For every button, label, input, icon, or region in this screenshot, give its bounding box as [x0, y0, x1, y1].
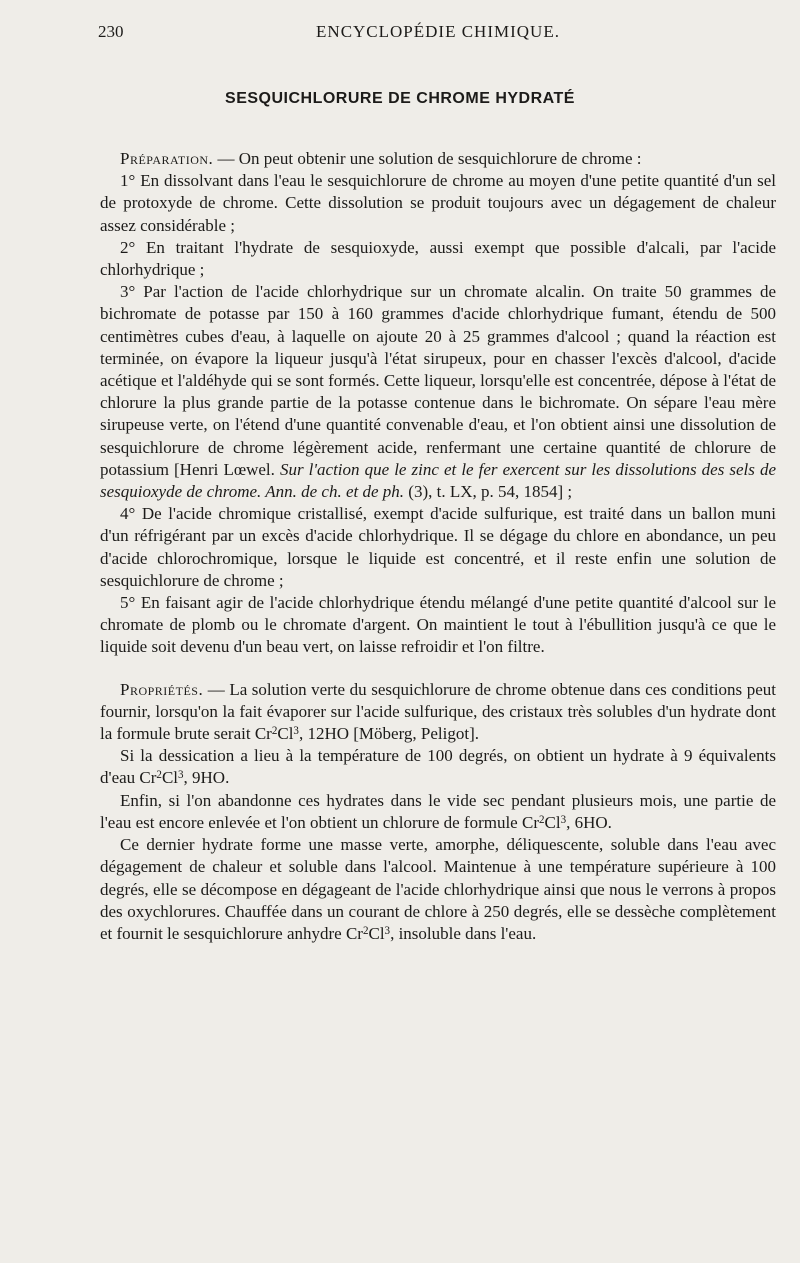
preparation-item-4: 4° De l'acide chromique cristallisé, exempt d'acide sulfurique, est traité dans un ballon muni d'un réfrigérant par un excès d'acide chlorhydrique. Il se dégage du chlore en abondance, un peu d'acide chlorochromique, lorsque le liquide est concentré, et il reste enfin une solution de sesquichlorure de chrome ; [100, 504, 776, 590]
properties-label: Propriétés. [120, 679, 204, 699]
preparation-item-5: 5° En faisant agir de l'acide chlorhydrique étendu mélangé d'une petite quantité d'alcool sur le chromate de plomb ou le chromate d'argent. On maintient le tout à l'ébullition jusqu'à ce que le liquide soit devenu d'un beau vert, on laisse refroidir et l'on filtre. [100, 593, 776, 657]
page-number: 230 [98, 22, 124, 41]
preparation-item-2: 2° En traitant l'hydrate de sesquioxyde, aussi exempt que possible d'alcali, par l'acide chlorhydrique ; [100, 237, 776, 280]
preparation-label: Préparation. [120, 149, 214, 168]
page-header [98, 22, 778, 46]
section-gap [100, 659, 776, 679]
preparation-item-3: 3° Par l'action de l'acide chlorhydrique sur un chromate alcalin. On traite 50 grammes de bichromate de potasse par 150 à 160 grammes d'acide chlorhydrique fumant, étendu de 500 centimètres cubes d'eau, à laquelle on ajoute 20 à 25 grammes d'alcool ; quand la réaction est terminée, on évapore la liqueur jusqu'à l'état sirupeux, pour en chasser l'excès d'alcool, d'acide acétique et l'aldéhyde qui se sont formés. Cette liqueur, lorsqu'elle est concentrée, dépose à l'état de chlorure la plus grande partie de la potasse contenue dans le bichromate. On sépare l'eau mère sirupeuse verte, on l'étend d'une quantité convenable d'eau, et l'on obtient ainsi une dissolution de sesquichlorure de chrome légèrement acide, renfermant une certaine quantité de chlorure de potassium [Henri Lœwel. Sur l'action que le zinc et le fer exercent sur les dissolutions des sels de sesquioxyde de chrome. Ann. de ch. et de ph. (3), t. LX, p. 54, 1854] ; [100, 282, 776, 502]
properties-paragraph-4: Ce dernier hydrate forme une masse verte, amorphe, déliquescente, soluble dans l'eau avec dégagement de chaleur et soluble dans l'alcool. Maintenue à une température supérieure à 100 degrés, elle se décompose en dégageant de l'acide chlorhydrique ainsi que nous le verrons à propos des oxychlorures. Chauffée dans un courant de chlore à 250 degrés, elle se dessèche complètement et fournit le sesquichlorure anhydre Cr$^2$Cl$^3$, insoluble dans l'eau. [100, 835, 776, 943]
properties-paragraph-3: Enfin, si l'on abandonne ces hydrates dans le vide sec pendant plusieurs mois, une partie de l'eau est encore enlevée et l'on obtient un chlorure de formule Cr$^2$Cl$^3$, 6HO. [100, 790, 776, 832]
preparation-intro: Préparation. — On peut obtenir une solution de sesquichlorure de chrome : [120, 149, 642, 168]
preparation-item-1: 1° En dissolvant dans l'eau le sesquichlorure de chrome au moyen d'une petite quantité d'un sel de protoxyde de chrome. Cette dissolution se produit toujours avec un dégagement de chaleur assez considérable ; [100, 171, 776, 235]
properties-paragraph-2: Si la dessication a lieu à la température de 100 degrés, on obtient un hydrate à 9 équivalents d'eau Cr$^2$Cl$^3$, 9HO. [100, 746, 776, 788]
body-text [100, 148, 776, 945]
citation-title: Sur l'action que le zinc et le fer exercent sur les dissolutions des sels de sesquioxyde de chrome. Ann. de ch. et de ph. [100, 459, 776, 502]
properties-paragraph-1: Propriétés. — La solution verte du sesquichlorure de chrome obtenue dans ces conditions peut fournir, lorsqu'on la fait évaporer sur l'acide sulfurique, des cristaux très solubles d'un hydrate dont la formule brute serait Cr$^2$Cl$^3$, 12HO [Möberg, Peligot]. [100, 679, 776, 744]
section-title: SESQUICHLORURE DE CHROME HYDRATÉ [225, 90, 575, 107]
running-head: ENCYCLOPÉDIE CHIMIQUE. [316, 22, 560, 41]
